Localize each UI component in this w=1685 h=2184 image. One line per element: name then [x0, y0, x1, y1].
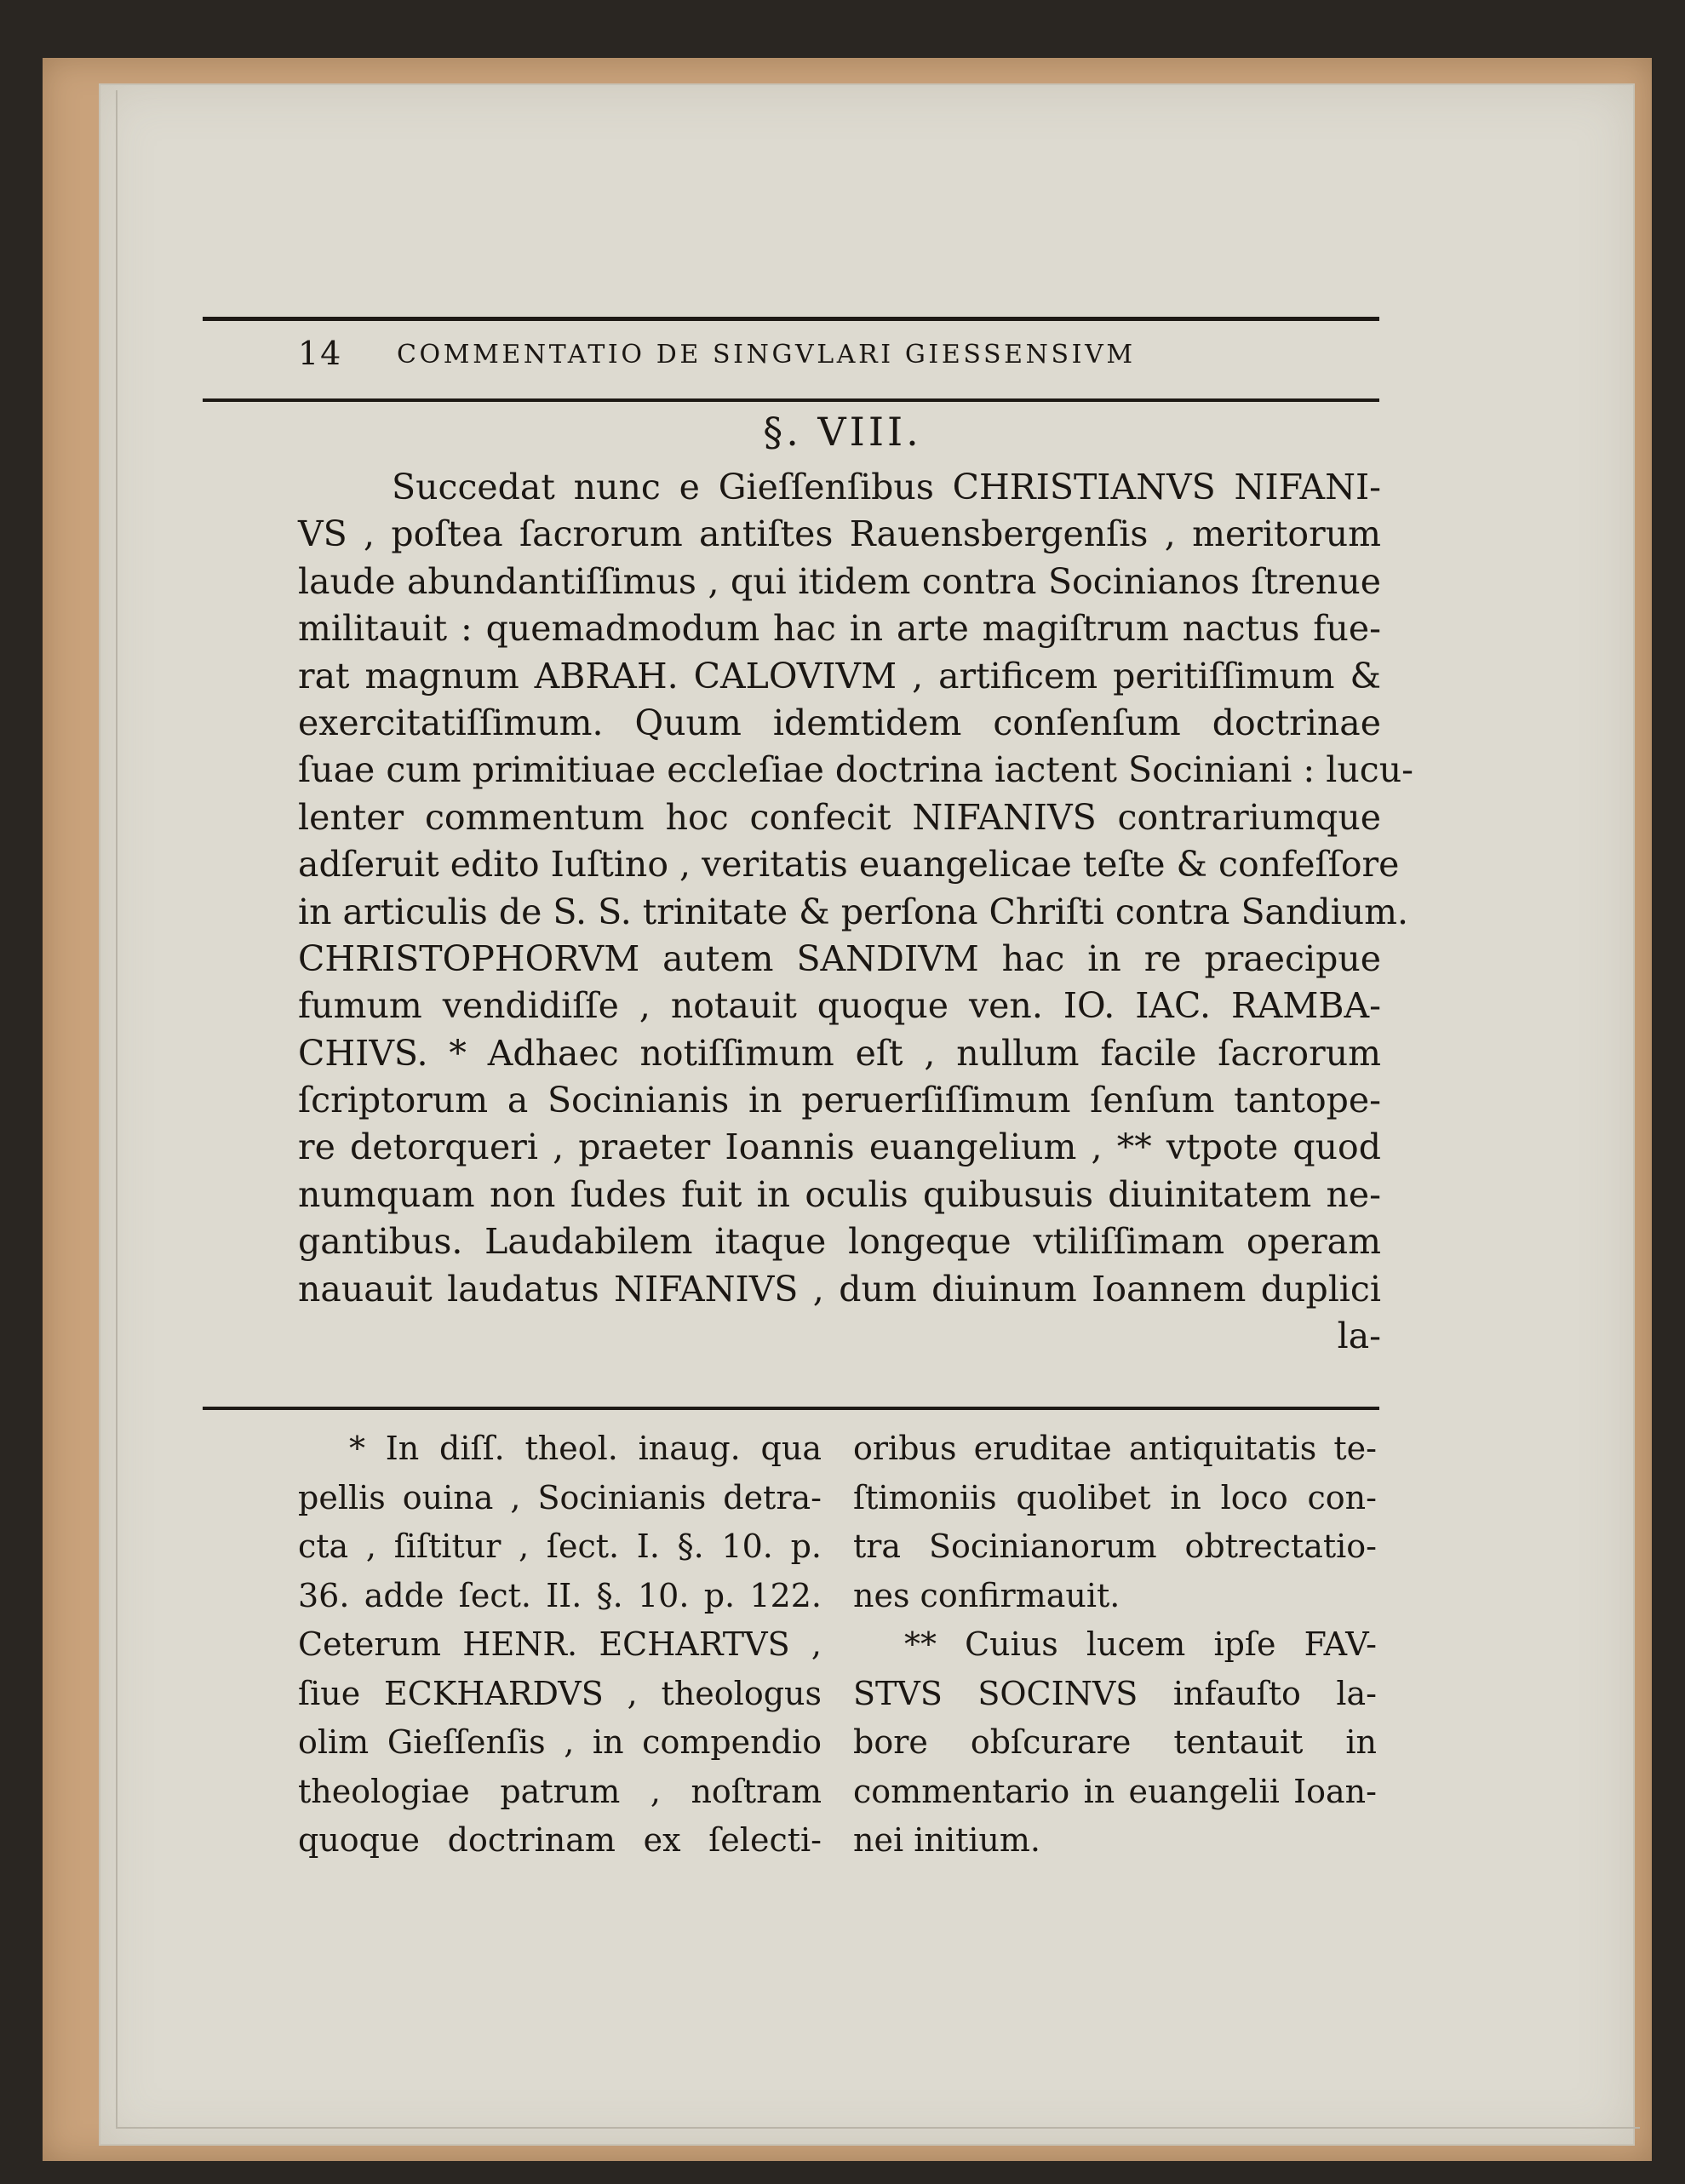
header-rule-bottom — [203, 398, 1379, 402]
header-rule-top — [203, 317, 1379, 321]
main-text — [298, 464, 1413, 1360]
footnote-line: commentario in euangelii Ioan- — [853, 1772, 1377, 1810]
page-header — [203, 335, 1379, 379]
footnote-line: cta , ſiſtitur , ſect. I. §. 10. p. — [298, 1528, 822, 1565]
text-line: lenter commentum hoc confecit NIFANIVS contrariumque — [298, 796, 1381, 838]
footnote-line: STVS SOCINVS infauſto la- — [853, 1674, 1377, 1712]
text-line: CHRISTOPHORVM autem SANDIVM hac in re praecipue — [298, 937, 1381, 979]
text-line: CHIVS. * Adhaec notiſſimum eſt , nullum facile ſacrorum — [298, 1032, 1381, 1074]
text-line: exercitatiſſimum. Quum idemtidem conſenſum doctrinae — [298, 702, 1381, 743]
footnote-line: 36. adde ſect. II. §. 10. p. 122. — [298, 1576, 822, 1614]
footnote-line: nei initium. — [853, 1821, 1040, 1859]
footnote-line: ** Cuius lucem ipſe FAV- — [904, 1625, 1377, 1663]
footnote-line: theologiae patrum , noſtram — [298, 1772, 822, 1810]
text-line: gantibus. Laudabilem itaque longeque vtiliſſimam operam — [298, 1221, 1381, 1263]
footnote-line: bore obſcurare tentauit in — [853, 1723, 1377, 1761]
footnote-line: pellis ouina , Socinianis detra- — [298, 1478, 822, 1516]
footnote-line: ſtimoniis quolibet in loco con- — [853, 1478, 1377, 1516]
footnote-line: ſiue ECKHARDVS , theologus — [298, 1674, 822, 1712]
footnote-line: tra Socinianorum obtrectatio- — [853, 1528, 1377, 1565]
footnote-line: quoque doctrinam ex ſelecti- — [298, 1821, 822, 1859]
text-line: rat magnum ABRAH. CALOVIVM , artificem peritiſſimum & — [298, 655, 1381, 696]
footnote-line: olim Gieſſenſis , in compendio — [298, 1723, 822, 1761]
text-line: ſuae cum primitiuae eccleſiae doctrina iactent Sociniani : lucu- — [298, 749, 1413, 791]
footnote-line: Ceterum HENR. ECHARTVS , — [298, 1625, 822, 1663]
footnotes — [298, 1424, 1381, 1884]
text-line: laude abundantiſſimus , qui itidem contra Socinianos ſtrenue — [298, 560, 1381, 602]
catchword: la- — [1337, 1316, 1381, 1357]
footnote-line: * In diſſ. theol. inaug. qua — [349, 1430, 822, 1467]
footnote-line: oribus eruditae antiquitatis te- — [853, 1430, 1377, 1467]
footnote-column-right — [853, 1424, 1377, 1866]
running-head: COMMENTATIO DE SINGVLARI GIESSENSIVM — [397, 340, 1136, 370]
footnote-column-left — [298, 1424, 822, 1866]
text-line: VS , poſtea ſacrorum antiſtes Rauensbergenſis , meritorum — [298, 513, 1381, 555]
text-line: militauit : quemadmodum hac in arte magiſtrum nactus fue- — [298, 608, 1381, 650]
footnote-line: nes confirmauit. — [853, 1576, 1120, 1614]
footnote-rule — [203, 1407, 1379, 1410]
page-number: 14 — [298, 335, 343, 372]
text-line: Succedat nunc e Gieſſenſibus CHRISTIANVS NIFANI- — [392, 467, 1381, 507]
text-line: ſcriptorum a Socinianis in peruerſiſſimum ſenſum tantope- — [298, 1080, 1381, 1121]
text-line: re detorqueri , praeter Ioannis euangelium , ** vtpote quod — [298, 1126, 1381, 1168]
text-line: fumum vendidiſſe , notauit quoque ven. IO. IAC. RAMBA- — [298, 985, 1381, 1027]
text-line: numquam non ſudes fuit in oculis quibusuis diuinitatem ne- — [298, 1173, 1381, 1215]
section-heading: §. VIII. — [763, 409, 922, 455]
text-line: nauauit laudatus NIFANIVS , dum diuinum Ioannem duplici — [298, 1268, 1381, 1310]
text-line: in articulis de S. S. trinitate & perſona Chriſti contra Sandium. — [298, 891, 1409, 932]
text-line: adſeruit edito Iuſtino , veritatis euangelicae teſte & confeſſore — [298, 844, 1400, 886]
